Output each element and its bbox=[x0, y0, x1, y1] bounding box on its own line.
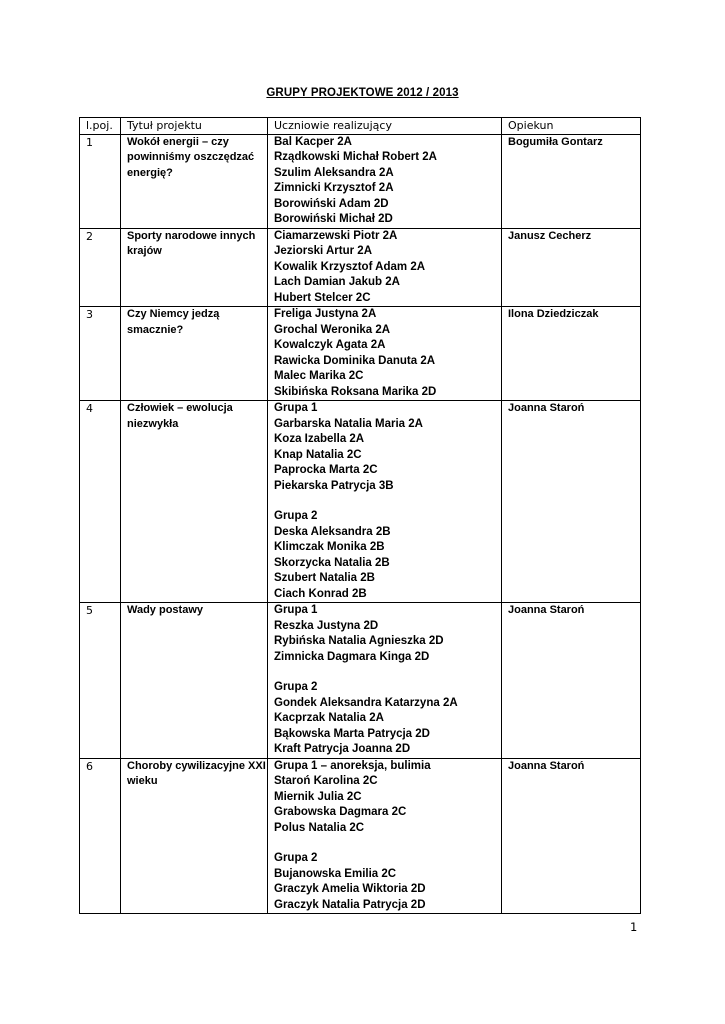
project-title: Wokół energii – czy powinniśmy oszczędzać energię? bbox=[121, 134, 268, 228]
header-number: l.poj. bbox=[80, 118, 121, 135]
student-name: Grabowska Dagmara 2C bbox=[274, 806, 407, 818]
table-header-row bbox=[80, 118, 641, 135]
teacher-name: Joanna Staroń bbox=[502, 758, 641, 914]
projects-table bbox=[79, 117, 641, 914]
project-title: Sporty narodowe innych krajów bbox=[121, 228, 268, 307]
student-name: Garbarska Natalia Maria 2A bbox=[274, 417, 423, 430]
header-project-title: Tytuł projektu bbox=[121, 118, 268, 135]
student-name: Deska Aleksandra 2B bbox=[274, 525, 391, 538]
student-name: Skibińska Roksana Marika 2D bbox=[274, 385, 437, 398]
student-name: Kraft Patrycja Joanna 2D bbox=[274, 743, 411, 755]
project-title: Wady postawy bbox=[121, 603, 268, 759]
table-row bbox=[80, 758, 641, 914]
student-name: Szulim Aleksandra 2A bbox=[274, 166, 394, 179]
table-row bbox=[80, 603, 641, 759]
student-name: Kowalik Krzysztof Adam 2A bbox=[274, 260, 426, 273]
group-label: Grupa 1 – anoreksja, bulimia bbox=[274, 759, 431, 772]
document-title: GRUPY PROJEKTOWE 2012 / 2013 bbox=[266, 87, 459, 99]
student-name: Zimnicka Dagmara Kinga 2D bbox=[274, 650, 430, 663]
row-number: 6 bbox=[80, 758, 121, 914]
student-name: Knap Natalia 2C bbox=[274, 448, 362, 461]
student-name: Borowiński Michał 2D bbox=[274, 213, 393, 225]
student-name: Zimnicki Krzysztof 2A bbox=[274, 182, 394, 194]
teacher-name: Janusz Cecherz bbox=[502, 228, 641, 307]
student-name: Hubert Stelcer 2C bbox=[274, 291, 371, 304]
student-name: Ciamarzewski Piotr 2A bbox=[274, 229, 398, 242]
student-name: Malec Marika 2C bbox=[274, 370, 364, 382]
teacher-name: Ilona Dziedziczak bbox=[502, 307, 641, 401]
table-row bbox=[80, 134, 641, 228]
students-list bbox=[268, 401, 502, 603]
header-students: Uczniowie realizujący bbox=[268, 118, 502, 135]
teacher-name: Bogumiła Gontarz bbox=[502, 134, 641, 228]
student-name: Bąkowska Marta Patrycja 2D bbox=[274, 727, 430, 740]
project-title: Czy Niemcy jedzą smacznie? bbox=[121, 307, 268, 401]
group-spacer bbox=[274, 494, 501, 509]
student-name: Kowalczyk Agata 2A bbox=[274, 339, 386, 351]
student-name: Paprocka Marta 2C bbox=[274, 464, 378, 476]
student-name: Skorzycka Natalia 2B bbox=[274, 556, 390, 569]
row-number: 4 bbox=[80, 401, 121, 603]
student-name: Reszka Justyna 2D bbox=[274, 619, 379, 632]
page-number: 1 bbox=[630, 920, 638, 934]
student-name: Staroń Karolina 2C bbox=[274, 775, 378, 787]
group-label: Grupa 1 bbox=[274, 402, 318, 414]
students-list bbox=[268, 134, 502, 228]
student-name: Borowiński Adam 2D bbox=[274, 197, 389, 210]
student-name: Szubert Natalia 2B bbox=[274, 572, 375, 584]
student-name: Polus Natalia 2C bbox=[274, 821, 365, 834]
student-name: Jeziorski Artur 2A bbox=[274, 245, 372, 257]
header-teacher: Opiekun bbox=[502, 118, 641, 135]
table-row bbox=[80, 401, 641, 603]
students-list bbox=[268, 307, 502, 401]
student-name: Koza Izabella 2A bbox=[274, 433, 365, 445]
group-spacer bbox=[274, 665, 501, 680]
group-spacer bbox=[274, 836, 501, 851]
project-title: Człowiek – ewolucja niezwykła bbox=[121, 401, 268, 603]
group-label: Grupa 2 bbox=[274, 510, 318, 522]
row-number: 1 bbox=[80, 134, 121, 228]
student-name: Lach Damian Jakub 2A bbox=[274, 276, 400, 288]
student-name: Klimczak Monika 2B bbox=[274, 541, 385, 553]
table-row bbox=[80, 307, 641, 401]
student-name: Miernik Julia 2C bbox=[274, 790, 362, 803]
student-name: Bujanowska Emilia 2C bbox=[274, 867, 397, 880]
group-label: Grupa 2 bbox=[274, 852, 318, 864]
student-name: Grochal Weronika 2A bbox=[274, 323, 391, 336]
group-label: Grupa 1 bbox=[274, 604, 318, 616]
student-name: Piekarska Patrycja 3B bbox=[274, 479, 394, 492]
student-name: Gondek Aleksandra Katarzyna 2A bbox=[274, 696, 458, 709]
row-number: 5 bbox=[80, 603, 121, 759]
student-name: Graczyk Natalia Patrycja 2D bbox=[274, 898, 426, 911]
student-name: Graczyk Amelia Wiktoria 2D bbox=[274, 883, 426, 895]
student-name: Ciach Konrad 2B bbox=[274, 587, 367, 600]
teacher-name: Joanna Staroń bbox=[502, 401, 641, 603]
student-name: Rządkowski Michał Robert 2A bbox=[274, 151, 437, 163]
group-label: Grupa 2 bbox=[274, 681, 318, 693]
student-name: Bal Kacper 2A bbox=[274, 135, 352, 148]
students-list bbox=[268, 228, 502, 307]
student-name: Rybińska Natalia Agnieszka 2D bbox=[274, 635, 444, 647]
student-name: Kacprzak Natalia 2A bbox=[274, 712, 384, 724]
students-list bbox=[268, 758, 502, 914]
table-row bbox=[80, 228, 641, 307]
students-list bbox=[268, 603, 502, 759]
row-number: 3 bbox=[80, 307, 121, 401]
row-number: 2 bbox=[80, 228, 121, 307]
student-name: Rawicka Dominika Danuta 2A bbox=[274, 354, 436, 367]
student-name: Freliga Justyna 2A bbox=[274, 308, 377, 320]
project-title: Choroby cywilizacyjne XXI wieku bbox=[121, 758, 268, 914]
teacher-name: Joanna Staroń bbox=[502, 603, 641, 759]
